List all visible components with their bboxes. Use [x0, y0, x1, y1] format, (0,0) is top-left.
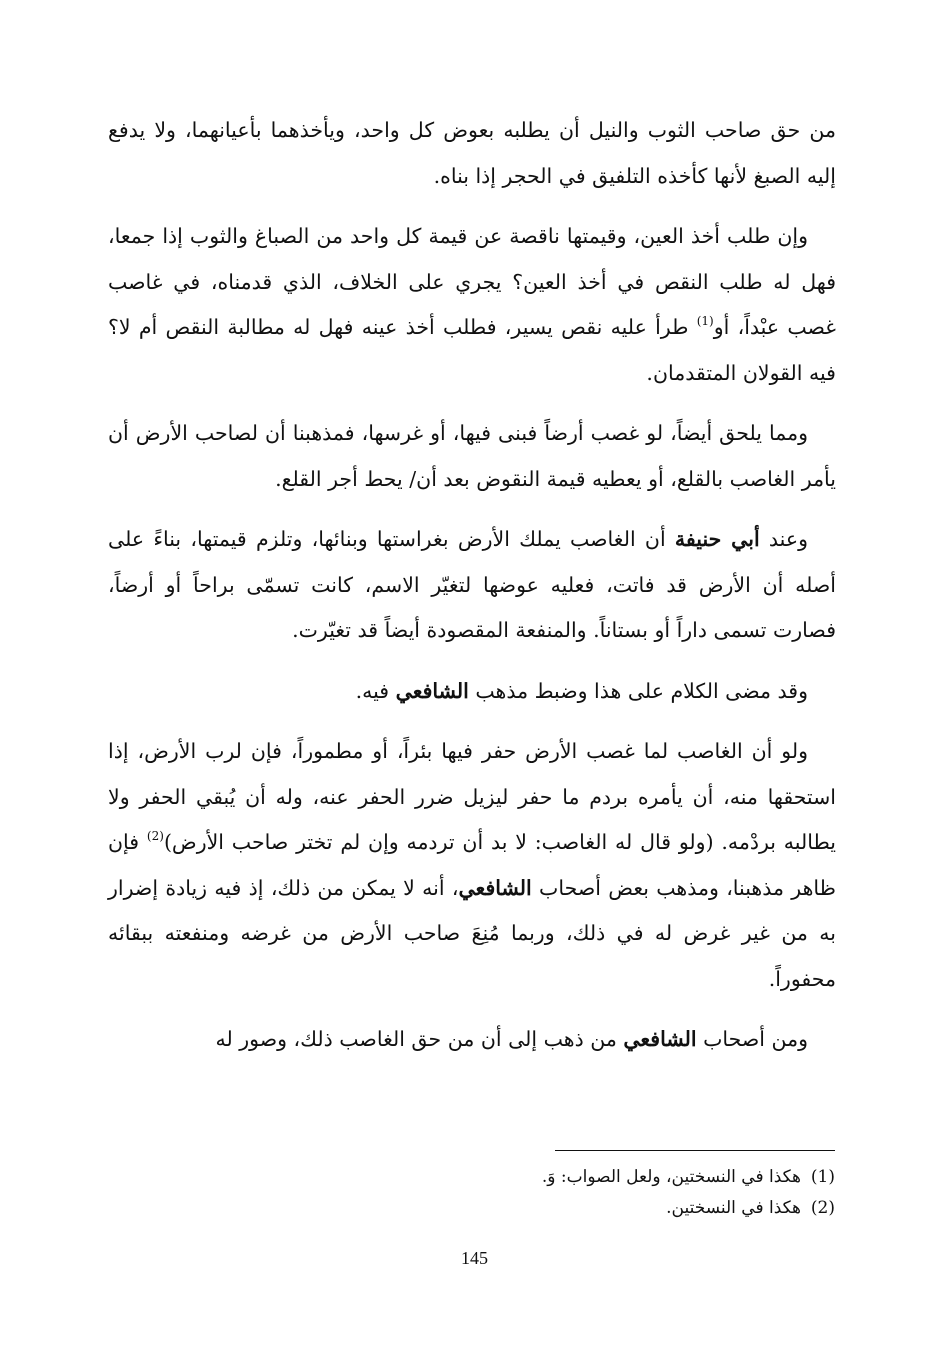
footnote-marker: (2) [146, 829, 164, 843]
text-run: وإن طلب أخذ العين، وقيمتها ناقصة عن قيمة كل واحد من الصباغ والثوب إذا جمعا، فهل له طلب النقص في أخذ العين؟ يجري على الخلاف، الذي قدمناه، في غاصب غصب عبْداً، أو [108, 224, 836, 339]
footnote-marker: (1) [696, 314, 714, 328]
text-run: من ذهب إلى أن من حق الغاصب ذلك، وصور له [215, 1027, 624, 1051]
footnotes [300, 1162, 835, 1224]
text-run: طرأ عليه نقص يسير، فطلب أخذ عينه فهل له مطالبة النقص أم لا؟ فيه القولان المتقدمان. [108, 315, 836, 385]
text-run: ، أنه لا يمكن من ذلك، إذ فيه زيادة إضرار به من غير غرض له في ذلك، وربما مُنِعَ صاحب الأرض من غرضه ومنفعته ببقائه محفوراً. [108, 875, 836, 991]
page-number: 145 [461, 1248, 488, 1268]
bold-name: أبي حنيفة [674, 527, 760, 551]
bold-name: الشافعي [395, 678, 469, 703]
footnote-text: هكذا في النسختين. [666, 1198, 801, 1218]
text-run: ومما يلحق أيضاً، لو غصب أرضاً فبنى فيها، أو غرسها، فمذهبنا أن لصاحب الأرض أن يأمر الغاصب بالقلع، أو يعطيه قيمة النقوض بعد أن/ يحط أجر القلع. [108, 421, 836, 491]
bold-name: الشافعي [458, 875, 532, 900]
text-run: وعند [759, 527, 808, 551]
footnote-text: هكذا في النسختين، ولعل الصواب: وَ. [541, 1167, 801, 1187]
text-run: ومن أصحاب [696, 1027, 808, 1051]
paragraph [108, 214, 836, 396]
text-run: فيه. [355, 678, 396, 703]
paragraph [108, 517, 836, 654]
paragraph [108, 411, 836, 502]
footnote [300, 1193, 835, 1224]
paragraph [108, 729, 836, 1002]
text-run: من حق صاحب الثوب والنيل أن يطلبه بعوض كل واحد، ويأخذهما بأعيانهما، ولا يدفع إليه الصبغ لأنها كأخذه التلفيق في الحجر إذا بناه. [108, 118, 836, 188]
text-run: ولو أن الغاصب لما غصب الأرض حفر فيها بئراً، أو مطموراً، فإن لرب الأرض، إذا استحقها منه، أن يأمره بردم ما حفر ليزيل ضرر الحفر عنه، وله أن يُبقي الحفر ولا يطالبه بردْمه. (ولو قال له الغاصب: لا بد أن تردمه وإن لم تختر صاحب الأرض) [108, 739, 836, 854]
footnote-number: (2) [810, 1198, 835, 1218]
text-run: وقد مضى الكلام على هذا وضبط مذهب [468, 678, 808, 703]
bold-name: الشافعي [623, 1027, 697, 1051]
paragraph [108, 108, 836, 199]
footnote-number: (1) [810, 1167, 835, 1187]
text-run: فإن ظاهر مذهبنا، ومذهب بعض أصحاب [108, 830, 836, 900]
footnote-divider [555, 1150, 835, 1151]
paragraph [108, 669, 836, 715]
main-text [108, 108, 836, 1078]
footnote [300, 1162, 835, 1193]
text-run: أن الغاصب يملك الأرض بغراستها وبنائها، وتلزم قيمتها، بناءً على أصله أن الأرض قد فاتت، فعليه عوضها لتغيّر الاسم، كانت تسمّى براحاً أو أرضاً، فصارت تسمى داراً أو بستاناً. والمنفعة المقصودة أيضاً قد تغيّرت. [108, 527, 836, 642]
paragraph [108, 1017, 836, 1063]
